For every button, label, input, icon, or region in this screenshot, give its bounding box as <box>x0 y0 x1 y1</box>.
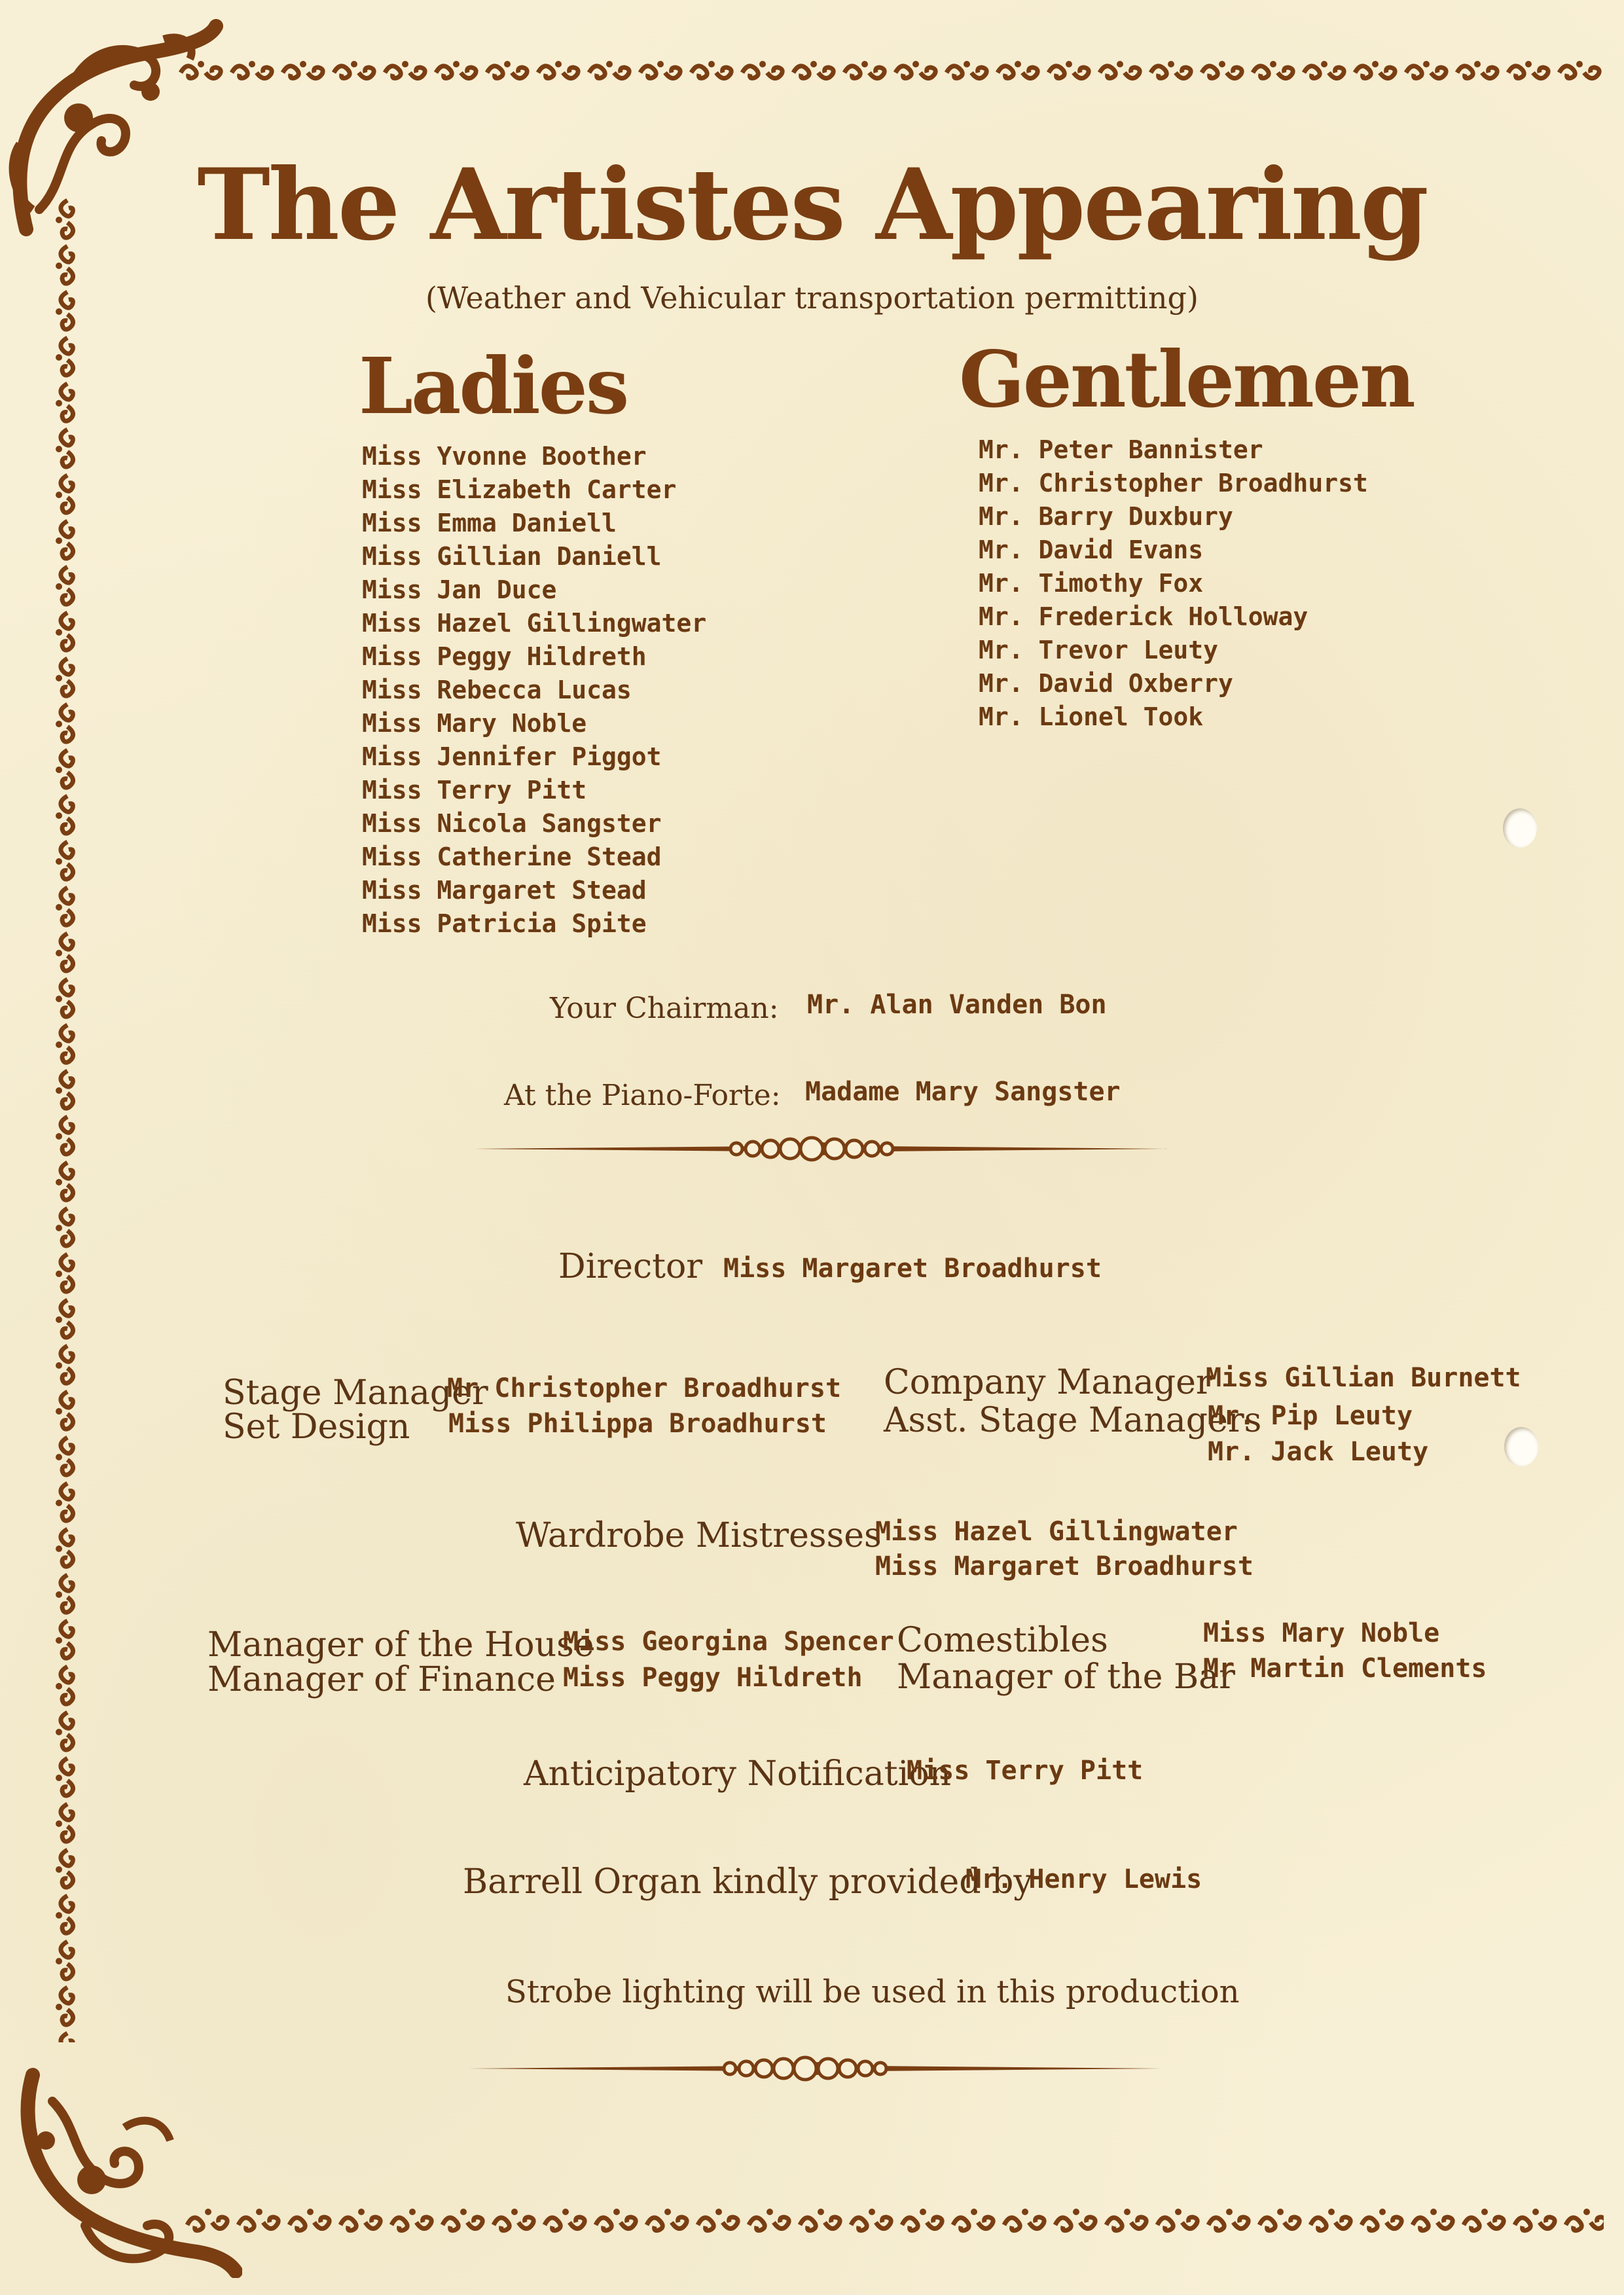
list-item: Mr. David Evans <box>979 535 1204 564</box>
house-manager-label: Manager of the House <box>208 1625 594 1665</box>
list-item: Mr. Trevor Leuty <box>979 636 1219 664</box>
list-item: Miss Margaret Stead <box>362 876 647 905</box>
director-label: Director <box>558 1247 703 1286</box>
chairman-name: Mr. Alan Vanden Bon <box>807 990 1107 1020</box>
left-border-ornament <box>51 196 84 2042</box>
corner-flourish-bottom-left-icon <box>7 2062 242 2278</box>
list-item: Mr. Barry Duxbury <box>979 502 1233 531</box>
list-item: Miss Emma Daniell <box>362 509 617 537</box>
organ-provider-name: Mr. Henry Lewis <box>965 1864 1202 1894</box>
finance-manager-label: Manager of Finance <box>208 1660 556 1699</box>
list-item: Miss Nicola Sangster <box>362 809 662 838</box>
list-item: Miss Jan Duce <box>362 575 557 604</box>
list-item: Mr. Peter Bannister <box>979 435 1263 464</box>
list-item: Miss Peggy Hildreth <box>362 642 647 671</box>
page-title: The Artistes Appearing <box>197 147 1427 262</box>
punch-hole <box>1503 808 1537 848</box>
list-item: Miss Mary Noble <box>362 709 587 738</box>
wardrobe-label: Wardrobe Mistresses <box>516 1516 882 1555</box>
list-item: Miss Yvonne Boother <box>362 442 647 471</box>
house-manager-name: Miss Georgina Spencer <box>563 1627 894 1657</box>
list-item: Miss Terry Pitt <box>362 776 587 804</box>
list-item: Mr. Frederick Holloway <box>979 602 1308 631</box>
gentlemen-heading: Gentlemen <box>959 334 1414 425</box>
list-item: Miss Elizabeth Carter <box>362 475 677 504</box>
stage-manager-name: Mr Christopher Broadhurst <box>447 1373 842 1403</box>
list-item: Miss Hazel Gillingwater <box>362 609 707 638</box>
page-subtitle: (Weather and Vehicular transportation permitting) <box>425 280 1199 316</box>
stage-manager-label: Stage Manager <box>223 1373 488 1413</box>
set-design-name: Miss Philippa Broadhurst <box>448 1409 827 1439</box>
finance-manager-name: Miss Peggy Hildreth <box>563 1663 863 1693</box>
list-item: Miss Jennifer Piggot <box>362 742 662 771</box>
asst-stage-manager-1: Mr. Pip Leuty <box>1208 1401 1413 1431</box>
ornamental-divider-icon <box>475 1129 1168 1168</box>
set-design-label: Set Design <box>223 1407 410 1447</box>
list-item: Miss Catherine Stead <box>362 842 662 871</box>
comestibles-label: Comestibles <box>897 1621 1108 1660</box>
top-border-ornament <box>177 56 1604 89</box>
ornamental-divider-icon <box>468 2049 1162 2088</box>
company-manager-label: Company Manager <box>884 1363 1212 1402</box>
list-item: Mr. Lionel Took <box>979 702 1204 731</box>
ladies-list <box>362 440 706 941</box>
bottom-border-ornament <box>183 2203 1604 2242</box>
wardrobe-mistress-2: Miss Margaret Broadhurst <box>875 1551 1254 1581</box>
list-item: Mr. Christopher Broadhurst <box>979 469 1368 497</box>
list-item: Mr. Timothy Fox <box>979 569 1204 598</box>
wardrobe-mistress-1: Miss Hazel Gillingwater <box>875 1517 1238 1547</box>
notification-label: Anticipatory Notification <box>524 1754 952 1794</box>
list-item: Miss Patricia Spite <box>362 909 647 938</box>
punch-hole <box>1504 1427 1538 1466</box>
list-item: Miss Rebecca Lucas <box>362 676 632 704</box>
comestibles-name: Miss Mary Noble <box>1203 1618 1440 1648</box>
gentlemen-list <box>979 433 1368 734</box>
organ-label: Barrell Organ kindly provided by <box>463 1862 1033 1902</box>
director-name: Miss Margaret Broadhurst <box>723 1254 1102 1284</box>
chairman-label: Your Chairman: <box>550 992 779 1025</box>
company-manager-name: Miss Gillian Burnett <box>1206 1363 1521 1393</box>
bar-manager-label: Manager of the Bar <box>897 1657 1236 1697</box>
notification-name: Miss Terry Pitt <box>907 1756 1144 1786</box>
list-item: Miss Gillian Daniell <box>362 542 662 571</box>
list-item: Mr. David Oxberry <box>979 669 1233 698</box>
strobe-notice: Strobe lighting will be used in this production <box>505 1974 1240 2010</box>
ladies-heading: Ladies <box>359 340 628 431</box>
asst-stage-manager-2: Mr. Jack Leuty <box>1208 1437 1429 1467</box>
bar-manager-name: Mr Martin Clements <box>1203 1653 1487 1684</box>
piano-label: At the Piano-Forte: <box>504 1079 781 1112</box>
piano-name: Madame Mary Sangster <box>805 1077 1121 1107</box>
asst-stage-managers-label: Asst. Stage Managers <box>884 1401 1262 1440</box>
